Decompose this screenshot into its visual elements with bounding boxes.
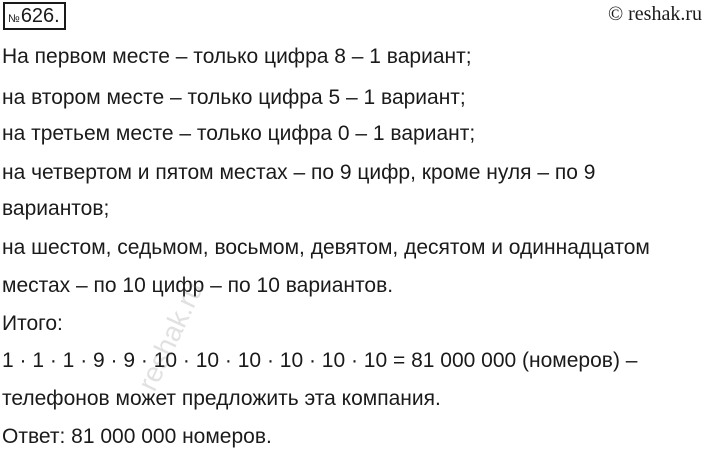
- text-line-11: Ответ: 81 000 000 номеров.: [2, 425, 272, 448]
- text-line-3: на третьем месте – только цифра 0 – 1 вариант;: [2, 122, 476, 145]
- task-number-badge: [3, 2, 66, 30]
- watermark-text: reshak.ru: [131, 276, 210, 396]
- text-line-4: на четвертом и пятом местах – по 9 цифр, кроме нуля – по 9: [2, 161, 596, 184]
- text-line-7: местах – по 10 цифр – по 10 вариантов.: [2, 274, 394, 297]
- text-line-5: вариантов;: [2, 197, 110, 220]
- text-line-10: телефонов может предложить эта компания.: [2, 387, 441, 410]
- text-line-9: 1 · 1 · 1 · 9 · 9 · 10 · 10 · 10 · 10 · 10 · 10 = 81 000 000 (номеров) –: [2, 349, 638, 372]
- number-sign: №: [8, 13, 20, 25]
- text-line-6: на шестом, седьмом, восьмом, девятом, десятом и одиннадцатом: [2, 236, 650, 259]
- source-label: © reshak.ru: [607, 3, 702, 25]
- text-line-8: Итого:: [2, 312, 63, 335]
- task-number: 626.: [20, 5, 60, 27]
- text-line-1: На первом месте – только цифра 8 – 1 вариант;: [2, 45, 472, 68]
- text-line-2: на втором месте – только цифра 5 – 1 вариант;: [2, 86, 466, 109]
